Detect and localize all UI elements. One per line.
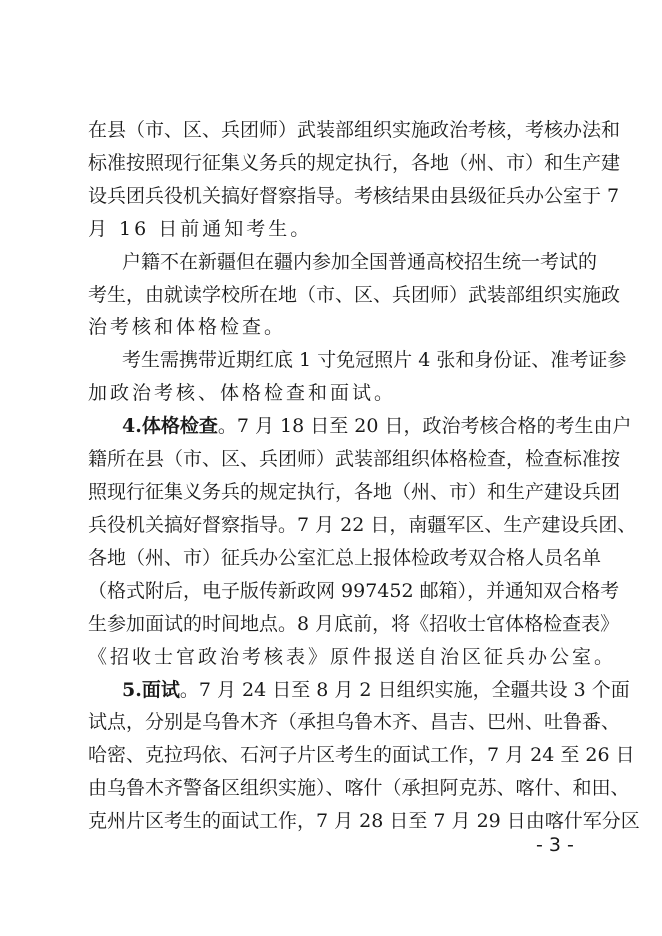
text-line: [88, 510, 637, 540]
line-text: 加政治考核、体格检查和面试。: [88, 382, 397, 405]
line-text: 照现行征集义务兵的规定执行，各地（州、市）和生产建设兵团: [88, 481, 621, 504]
text-line: [88, 312, 578, 342]
line-text: 考生，由就读学校所在地（市、区、兵团师）武装部组织实施政: [88, 283, 621, 306]
line-text: 设兵团兵役机关搞好督察指导。考核结果由县级征兵办公室于 7: [88, 184, 620, 207]
line-text: 。7 月 24 日至 8 月 2 日组织实施，全疆共设 3 个面: [179, 678, 630, 701]
line-text: 由乌鲁木齐警备区组织实施）、喀什（承担阿克苏、喀什、和田、: [88, 777, 630, 800]
line-text: 生参加面试的时间地点。8 月底前，将《招收士官体格检查表》: [88, 612, 620, 635]
page-number: - 3 -: [536, 834, 574, 856]
text-line: [122, 411, 632, 441]
text-line: [88, 609, 620, 639]
text-line: [88, 115, 621, 145]
section-heading: 5.面试: [122, 678, 180, 701]
text-line: [88, 806, 640, 836]
line-text: 哈密、克拉玛依、石河子片区考生的面试工作，7 月 24 至 26 日: [88, 744, 635, 767]
line-text: 兵役机关搞好督察指导。7 月 22 日，南疆军区、生产建设兵团、: [88, 513, 637, 536]
line-text: 户籍不在新疆但在疆内参加全国普通高校招生统一考试的: [122, 250, 598, 273]
line-text: （格式附后，电子版传新政网 997452 邮箱），并通知双合格考: [88, 579, 620, 602]
section-heading: 4.体格检查: [122, 415, 218, 438]
text-line: [122, 675, 630, 705]
line-text: 。7 月 18 日至 20 日，政治考核合格的考生由户: [217, 415, 632, 438]
text-line: [88, 181, 620, 211]
text-line: [88, 148, 621, 178]
text-line: [122, 247, 598, 277]
text-line: [88, 773, 630, 803]
text-line: [88, 214, 578, 244]
text-line: [88, 707, 621, 737]
line-text: 试点，分别是乌鲁木齐（承担乌鲁木齐、昌吉、巴州、吐鲁番、: [88, 711, 621, 734]
text-line: [88, 378, 578, 408]
line-text: 治考核和体格检查。: [88, 316, 287, 339]
line-text: 在县（市、区、兵团师）武装部组织实施政治考核，考核办法和: [88, 119, 621, 141]
text-line: [88, 280, 621, 310]
text-line: [88, 576, 620, 606]
line-text: 克州片区考生的面试工作，7 月 28 日至 7 月 29 日由喀什军分区: [88, 810, 640, 833]
line-text: 籍所在县（市、区、兵团师）武装部组织体格检查，检查标准按: [88, 448, 621, 471]
line-text: 月 16 日前通知考生。: [88, 217, 313, 240]
text-line: [88, 740, 635, 770]
line-text: 各地（州、市）征兵办公室汇总上报体检政考双合格人员名单: [88, 546, 602, 569]
text-line: [88, 444, 621, 474]
text-line: [122, 345, 627, 375]
line-text: 标准按照现行征集义务兵的规定执行，各地（州、市）和生产建: [88, 151, 621, 174]
text-line: [88, 642, 617, 672]
line-text: 《招收士官政治考核表》原件报送自治区征兵办公室。: [88, 645, 617, 668]
line-text: 考生需携带近期红底 1 寸免冠照片 4 张和身份证、准考证参: [122, 349, 627, 372]
text-line: [88, 477, 621, 507]
text-line: [88, 543, 602, 573]
